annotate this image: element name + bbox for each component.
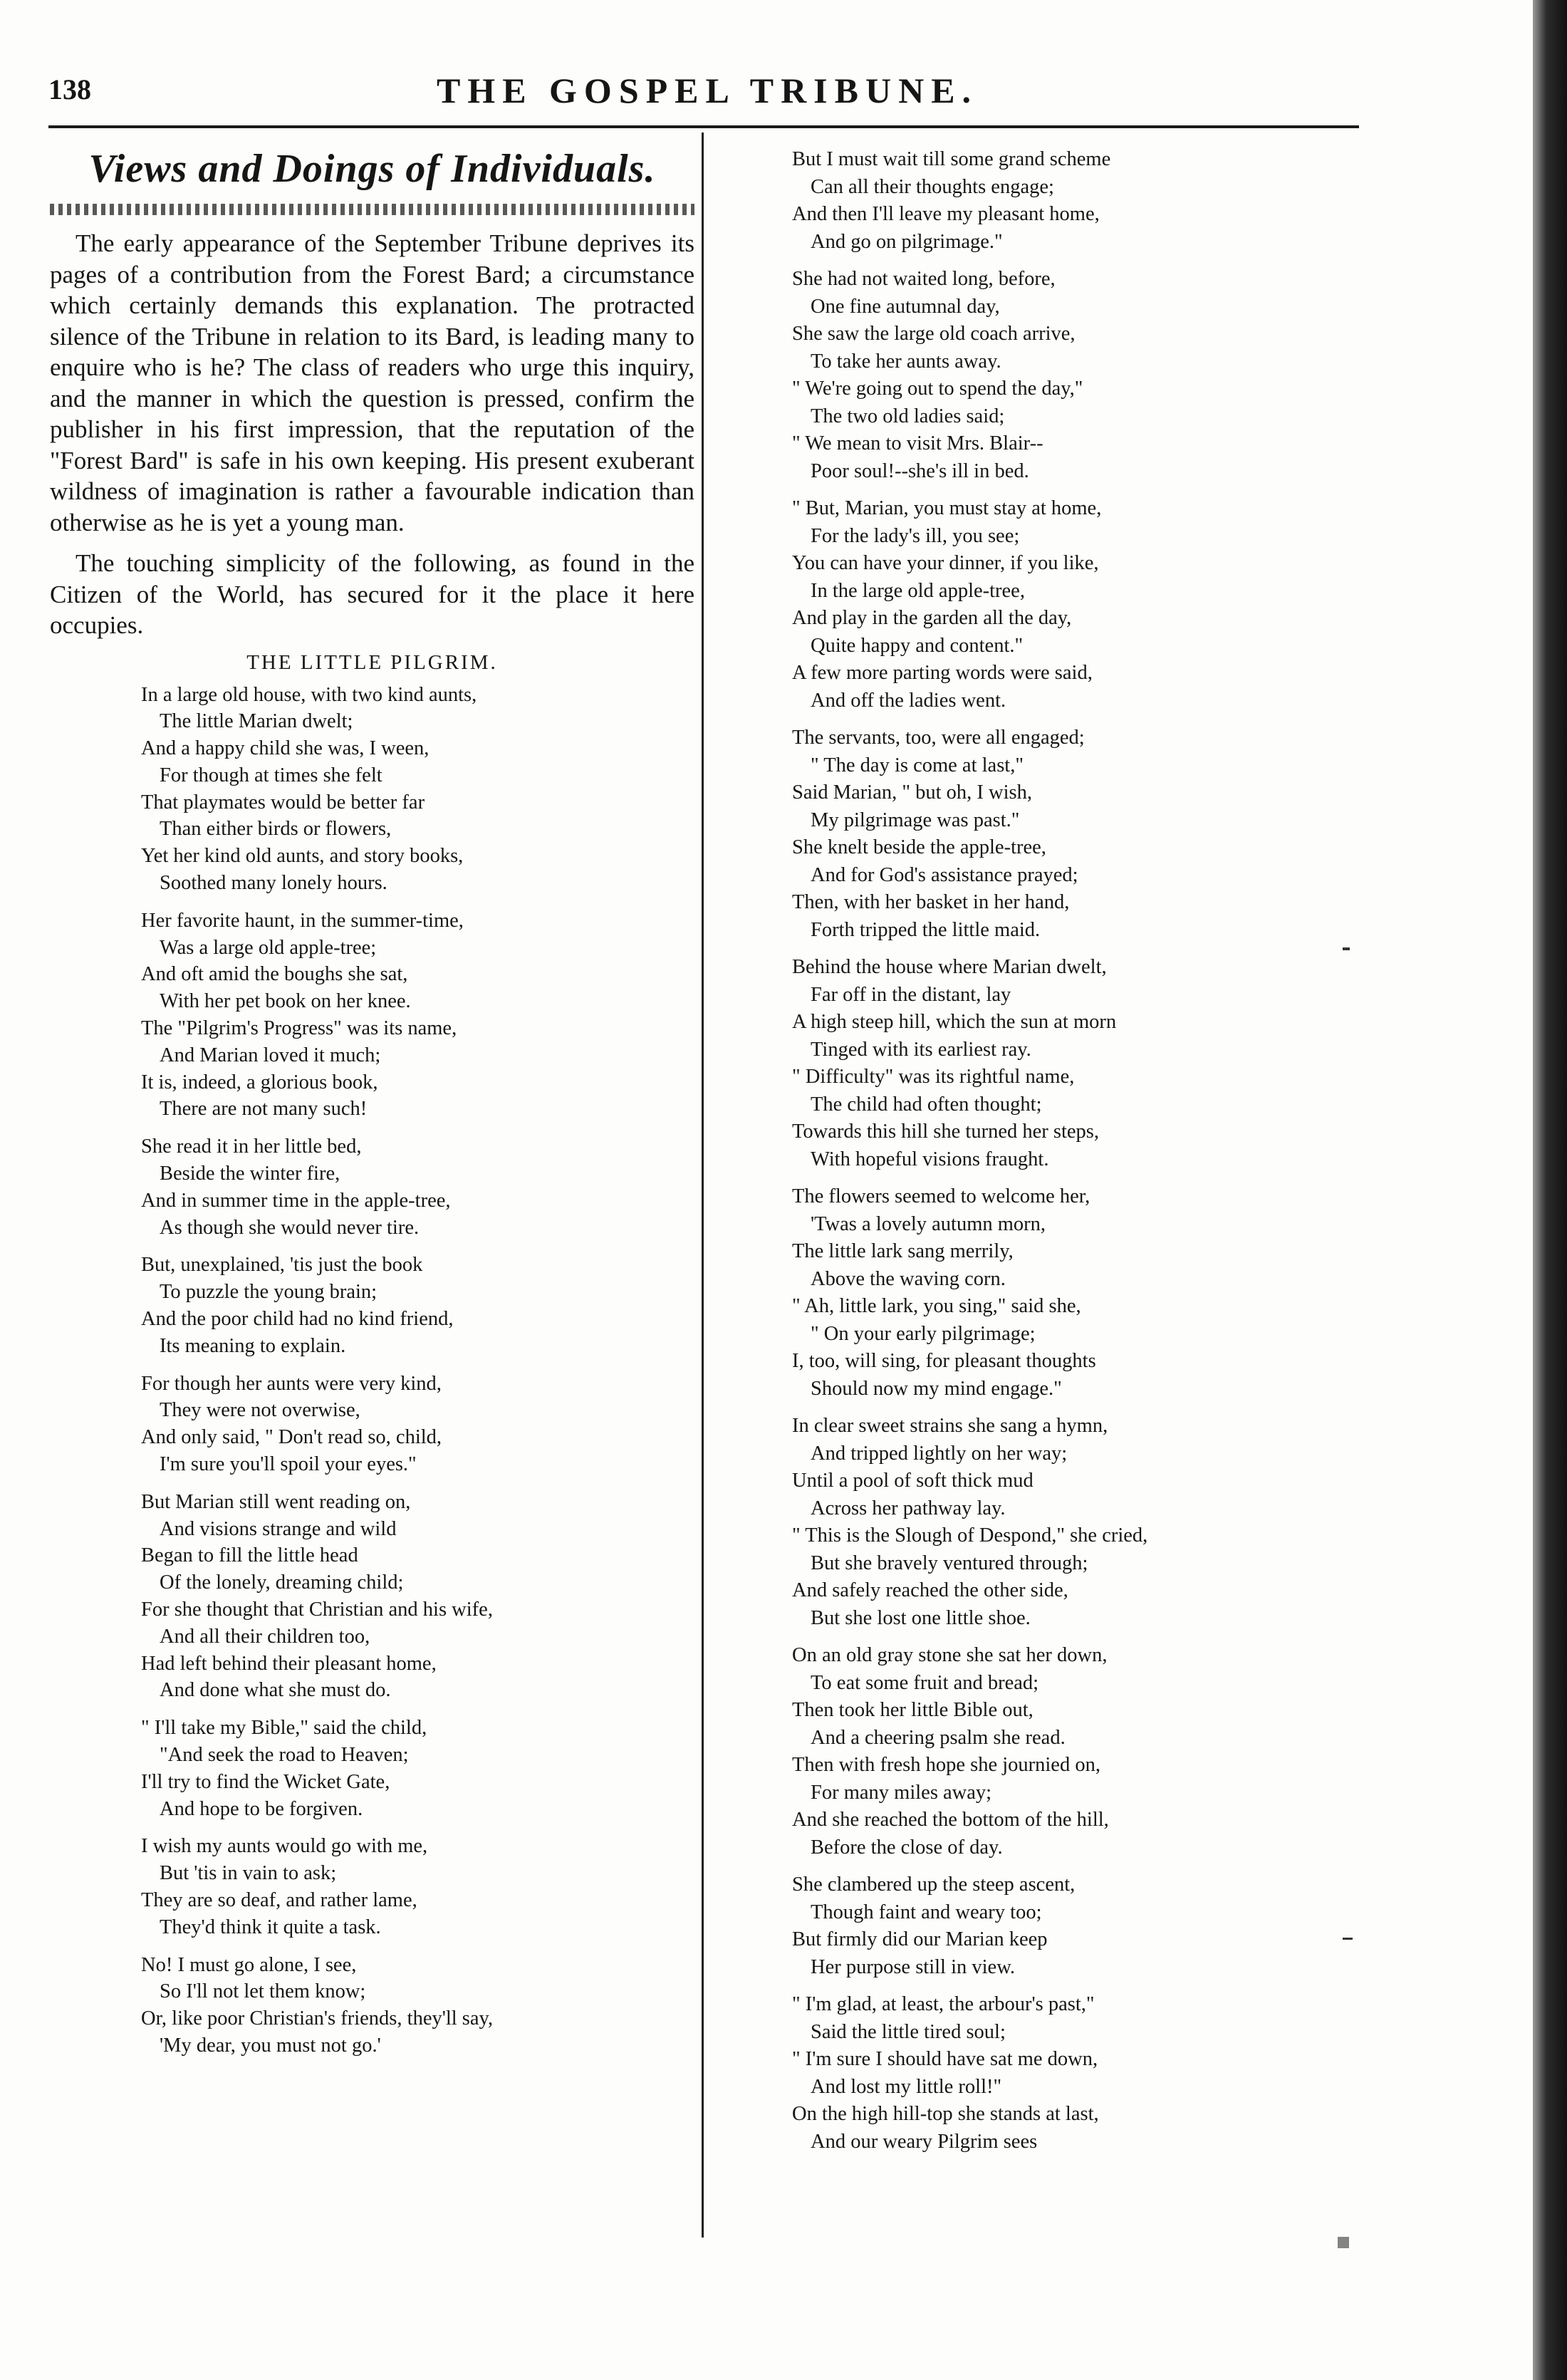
poem-line: Her purpose still in view.	[811, 1955, 1016, 1978]
poem-line: They'd think it quite a task.	[160, 1916, 381, 1938]
poem-line: But firmly did our Marian keep	[792, 1928, 1048, 1950]
poem-line: But she lost one little shoe.	[811, 1606, 1031, 1629]
stanza	[792, 724, 1305, 944]
header-rule	[48, 125, 1359, 128]
poem-line: In a large old house, with two kind aunts,	[141, 683, 477, 706]
stanza	[141, 1715, 694, 1822]
print-speck	[1343, 947, 1350, 950]
poem-line: Its meaning to explain.	[160, 1334, 346, 1357]
poem-line: In clear sweet strains she sang a hymn,	[792, 1415, 1108, 1437]
poem-right-part	[792, 146, 1305, 2156]
stanza	[792, 1871, 1305, 1981]
poem-line: They are so deaf, and rather lame,	[141, 1888, 417, 1911]
poem-line: " I'm sure I should have sat me down,	[792, 2048, 1098, 2070]
poem-line: " Difficulty" was its rightful name,	[792, 1066, 1075, 1088]
stanza	[141, 1833, 694, 1940]
poem-line: The servants, too, were all engaged;	[792, 727, 1085, 749]
poem-line: Then with fresh hope she journied on,	[792, 1754, 1100, 1776]
stanza	[792, 1642, 1305, 1861]
poem-line: So I'll not let them know;	[160, 1980, 366, 2003]
page-header	[48, 66, 1366, 123]
poem-line: To puzzle the young brain;	[160, 1281, 378, 1304]
poem-line: On the high hill-top she stands at last,	[792, 2103, 1099, 2125]
poem-line: " Ah, little lark, you sing," said she,	[792, 1295, 1081, 1317]
poem-line: And only said, " Don't read so, child,	[141, 1426, 442, 1449]
poem-line: Behind the house where Marian dwelt,	[792, 956, 1107, 978]
poem-line: No! I must go alone, I see,	[141, 1953, 357, 1976]
poem-line: I wish my aunts would go with me,	[141, 1835, 428, 1858]
poem-line: For she thought that Christian and his wife,	[141, 1599, 493, 1621]
poem-line: For many miles away;	[811, 1781, 992, 1804]
poem-line: And hope to be forgiven.	[160, 1797, 363, 1820]
poem-line: Her favorite haunt, in the summer-time,	[141, 909, 464, 932]
poem-line: You can have your dinner, if you like,	[792, 552, 1099, 574]
stanza	[792, 1183, 1305, 1403]
poem-line: And a cheering psalm she read.	[811, 1726, 1066, 1749]
poem-line: It is, indeed, a glorious book,	[141, 1071, 378, 1093]
print-speck	[1343, 1938, 1353, 1940]
poem-line: But Marian still went reading on,	[141, 1490, 411, 1513]
poem-line: For the lady's ill, you see;	[811, 524, 1020, 547]
poem-line: And all their children too,	[160, 1625, 370, 1648]
poem-line: But I must wait till some grand scheme	[792, 148, 1111, 170]
poem-line: In the large old apple-tree,	[811, 579, 1025, 602]
poem-line: A high steep hill, which the sun at morn	[792, 1011, 1117, 1033]
poem-line: The little Marian dwelt;	[160, 710, 353, 733]
poem-line: And visions strange and wild	[160, 1517, 397, 1540]
poem-line: And oft amid the boughs she sat,	[141, 963, 408, 986]
poem-line: Had left behind their pleasant home,	[141, 1652, 437, 1675]
stanza	[141, 682, 694, 897]
poem-line: My pilgrimage was past."	[811, 809, 1020, 831]
poem-line: Began to fill the little head	[141, 1544, 358, 1567]
poem-line: And our weary Pilgrim sees	[811, 2130, 1038, 2153]
poem-line: Then took her little Bible out,	[792, 1699, 1034, 1721]
poem-line: To take her aunts away.	[811, 350, 1001, 373]
column-divider	[702, 132, 704, 2238]
poem-line: Though faint and weary too;	[811, 1901, 1042, 1923]
article-paragraph: The touching simplicity of the following, as found in the Citizen of the World, has secured for it the place it here occupies.	[50, 549, 694, 639]
stanza	[141, 1252, 694, 1359]
poem-line: Than either birds or flowers,	[160, 818, 392, 841]
poem-line: The flowers seemed to welcome her,	[792, 1185, 1090, 1207]
stanza	[141, 1133, 694, 1241]
poem-line: There are not many such!	[160, 1098, 368, 1121]
poem-line: They were not overwise,	[160, 1399, 360, 1422]
poem-line: She clambered up the steep ascent,	[792, 1874, 1076, 1896]
poem-line: Above the waving corn.	[811, 1267, 1006, 1290]
poem-line: I'm sure you'll spoil your eyes."	[160, 1453, 417, 1476]
poem-line: For though at times she felt	[160, 764, 382, 786]
poem-line: And off the ladies went.	[811, 689, 1006, 712]
poem-line: On an old gray stone she sat her down,	[792, 1644, 1108, 1666]
stanza	[141, 1952, 694, 2059]
poem-line: Quite happy and content."	[811, 634, 1024, 657]
poem-line: Far off in the distant, lay	[811, 983, 1011, 1006]
poem-line: Towards this hill she turned her steps,	[792, 1121, 1099, 1143]
poem-line: Then, with her basket in her hand,	[792, 891, 1070, 913]
poem-line: And in summer time in the apple-tree,	[141, 1189, 451, 1212]
poem-line: But, unexplained, 'tis just the book	[141, 1254, 423, 1277]
poem-line: One fine autumnal day,	[811, 295, 1000, 318]
poem-left-part	[50, 682, 694, 2059]
poem-line: With her pet book on her knee.	[160, 990, 411, 1013]
stanza	[792, 266, 1305, 485]
poem-line: Poor soul!--she's ill in bed.	[811, 459, 1029, 482]
print-speck	[1338, 2237, 1349, 2248]
poem-line: And the poor child had no kind friend,	[141, 1308, 454, 1331]
poem-line: " We mean to visit Mrs. Blair--	[792, 432, 1043, 454]
journal-title: THE GOSPEL TRIBUNE.	[436, 71, 979, 110]
poem-line: A few more parting words were said,	[792, 662, 1093, 684]
poem-line: Can all their thoughts engage;	[811, 175, 1054, 198]
stanza	[792, 495, 1305, 714]
poem-line: 'Twas a lovely autumn morn,	[811, 1212, 1046, 1235]
poem-line: And tripped lightly on her way;	[811, 1442, 1068, 1465]
poem-line: Beside the winter fire,	[160, 1163, 340, 1185]
poem-line: Was a large old apple-tree;	[160, 936, 377, 959]
poem-line: The child had often thought;	[811, 1093, 1042, 1116]
stanza	[792, 1413, 1305, 1632]
poem-line: And a happy child she was, I ween,	[141, 737, 430, 760]
ornamental-rule	[50, 204, 694, 215]
poem-line: " But, Marian, you must stay at home,	[792, 497, 1102, 519]
stanza	[141, 908, 694, 1123]
poem-line: Forth tripped the little maid.	[811, 918, 1041, 941]
poem-line: " This is the Slough of Despond," she cried,	[792, 1524, 1148, 1547]
stanza	[141, 1371, 694, 1478]
poem-line: And for God's assistance prayed;	[811, 863, 1078, 886]
poem-line: And go on pilgrimage."	[811, 230, 1003, 253]
poem-line: For though her aunts were very kind,	[141, 1372, 442, 1395]
poem-line: I, too, will sing, for pleasant thoughts	[792, 1350, 1096, 1372]
right-column	[792, 146, 1305, 2166]
poem-line: " The day is come at last,"	[811, 754, 1024, 776]
poem-line: She had not waited long, before,	[792, 268, 1056, 290]
stanza	[141, 1489, 694, 1704]
poem-line: And then I'll leave my pleasant home,	[792, 203, 1100, 225]
stanza	[792, 1991, 1305, 2156]
page-edge-shadow	[1533, 0, 1567, 2380]
poem-line: Tinged with its earliest ray.	[811, 1038, 1031, 1061]
poem-line: And Marian loved it much;	[160, 1044, 381, 1066]
poem-line: She read it in her little bed,	[141, 1136, 362, 1158]
poem-line: But 'tis in vain to ask;	[160, 1862, 337, 1885]
stanza	[792, 146, 1305, 256]
poem-line: The "Pilgrim's Progress" was its name,	[141, 1017, 457, 1040]
poem-line: Of the lonely, dreaming child;	[160, 1571, 404, 1594]
poem-line: The little lark sang merrily,	[792, 1240, 1014, 1262]
poem-line: She knelt beside the apple-tree,	[792, 836, 1046, 858]
poem-line: The two old ladies said;	[811, 405, 1005, 427]
poem-line: Said Marian, " but oh, I wish,	[792, 781, 1032, 804]
poem-line: Across her pathway lay.	[811, 1497, 1006, 1519]
poem-line: Until a pool of soft thick mud	[792, 1470, 1034, 1492]
poem-title: THE LITTLE PILGRIM.	[246, 650, 498, 674]
poem-line: And done what she must do.	[160, 1679, 391, 1702]
poem-line: Yet her kind old aunts, and story books,	[141, 845, 464, 868]
article-paragraph: The early appearance of the September Tribune deprives its pages of a contribution from the Forest Bard; a circumstance which certainly demands this explanation. The protracted silence of the Tribune in relation to its Bard, is leading many to enquire who is he? The class of readers who urge this inquiry, and the manner in which the question is pressed, confirm the publisher in his first impression, that the reputation of the "Forest Bard" is safe in his own keeping. His present exuberant wildness of imagination is rather a favourable indication than otherwise as he is yet a young man.	[50, 229, 694, 536]
section-title: Views and Doings of Individuals.	[88, 147, 656, 191]
poem-line: I'll try to find the Wicket Gate,	[141, 1770, 390, 1793]
poem-line: " I'll take my Bible," said the child,	[141, 1717, 427, 1740]
poem-line: " We're going out to spend the day,"	[792, 378, 1083, 400]
left-column	[50, 142, 694, 2070]
poem-line: Said the little tired soul;	[811, 2020, 1006, 2043]
poem-line: And safely reached the other side,	[792, 1579, 1068, 1601]
poem-line: And play in the garden all the day,	[792, 607, 1072, 629]
poem-line: Before the close of day.	[811, 1836, 1003, 1859]
poem-line: That playmates would be better far	[141, 791, 425, 814]
poem-line: But she bravely ventured through;	[811, 1552, 1088, 1574]
stanza	[792, 954, 1305, 1173]
poem-line: " On your early pilgrimage;	[811, 1322, 1036, 1345]
poem-line: As though she would never tire.	[160, 1216, 420, 1239]
poem-line: Should now my mind engage."	[811, 1377, 1062, 1400]
poem-line: "And seek the road to Heaven;	[160, 1743, 409, 1766]
poem-line: Or, like poor Christian's friends, they'll say,	[141, 2007, 494, 2030]
poem-line: She saw the large old coach arrive,	[792, 323, 1076, 345]
poem-line: With hopeful visions fraught.	[811, 1148, 1049, 1170]
poem-line: 'My dear, you must not go.'	[160, 2034, 381, 2057]
poem-line: And she reached the bottom of the hill,	[792, 1809, 1109, 1831]
page-number: 138	[48, 73, 91, 105]
poem-line: And lost my little roll!"	[811, 2075, 1002, 2098]
poem-line: Soothed many lonely hours.	[160, 872, 387, 895]
poem-line: To eat some fruit and bread;	[811, 1671, 1039, 1694]
poem-line: " I'm glad, at least, the arbour's past,"	[792, 1993, 1095, 2015]
